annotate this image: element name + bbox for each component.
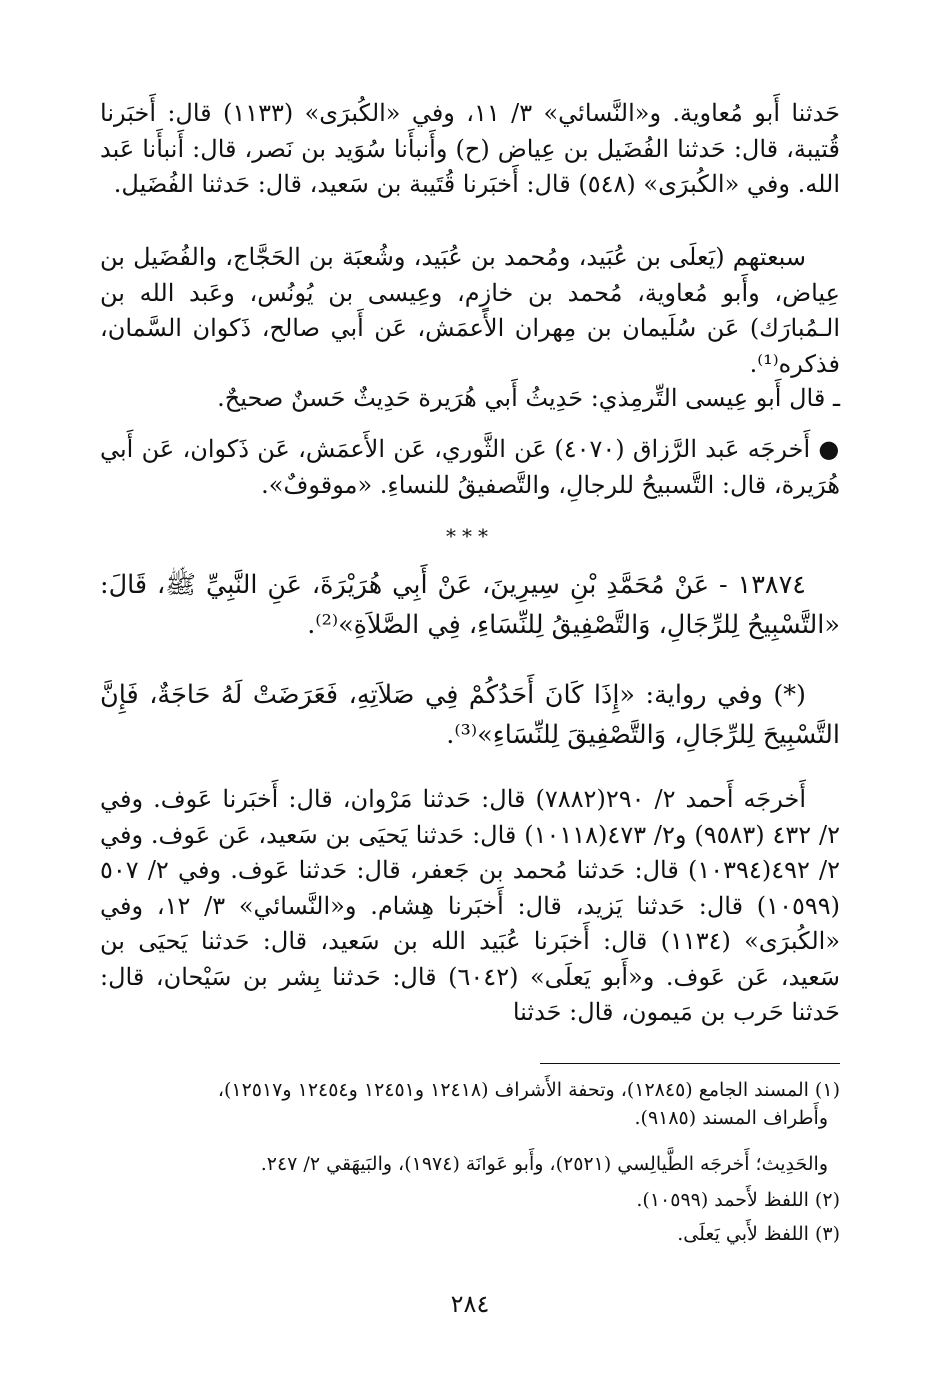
footnote-1-line-3: والحَدِيث؛ أَخرجَه الطَّيالِسي (٢٥٢١)، وأَبو عَوانَة (١٩٧٤)، والبَيهَقي ٢/ ٢٤٧. <box>260 1153 828 1175</box>
paragraph-narrators: سبعتهم (يَعلَى بن عُبَيد، ومُحمد بن عُبَيد، وشُعبَة بن الحَجَّاج، والفُضَيل بن عِياض، وأَبو مُعاوية، مُحمد بن خازِم، وعِيسى بن يُونُس، وعَبد الله بن الـمُبارَك) عَن سُلَيمان بن مِهران الأَعمَش، عَن أَبي صالح، ذَكوان السَّمان، فذكره⁽¹⁾. <box>100 243 840 378</box>
footnote-3: (٣) اللفظ لأَبي يَعلَى. <box>677 1223 840 1245</box>
hadith-alternate-narration: (*) وفي رواية: «إِذَا كَانَ أَحَدُكُمْ فِي صَلاَتِهِ، فَعَرَضَتْ لَهُ حَاجَةٌ، فَإِنَّ التَّسْبِيحَ لِلرِّجَالِ، وَالتَّصْفِيقَ لِلنِّسَاءِ»⁽³⁾. <box>100 680 840 750</box>
section-separator-stars: *** <box>446 524 494 548</box>
paragraph-tirmidhi-verdict: ـ قال أَبو عِيسى التِّرمِذي: حَدِيثُ أَبي هُرَيرة حَدِيثٌ حَسنٌ صحيحٌ. <box>217 384 840 412</box>
footnote-1-line-1: (١) المسند الجامع (١٢٨٤٥)، وتحفة الأَشراف (١٢٤١٨ و١٢٤٥١ و١٢٤٥٤ و١٢٥١٧)، <box>217 1079 840 1101</box>
footnote-1-line-2: وأَطراف المسند (٩١٨٥). <box>634 1107 828 1129</box>
paragraph-abdurrazzaq: ● أَخرجَه عَبد الرَّزاق (٤٠٧٠) عَن الثَّوري، عَن الأَعمَش، عَن ذَكوان، عَن أَبي هُرَيرة، قال: التَّسبيحُ للرجالِ، والتَّصفيقُ للنساءِ. «موقوفٌ». <box>100 435 840 499</box>
page-number: ٢٨٤ <box>450 1290 490 1318</box>
hadith-13874-text: ١٣٨٧٤ - عَنْ مُحَمَّدِ بْنِ سِيرِينَ، عَنْ أَبِي هُرَيْرَةَ، عَنِ النَّبِيِّ ﷺ، قَالَ: «التَّسْبِيحُ لِلرِّجَالِ، وَالتَّصْفِيقُ لِلنِّسَاءِ، فِي الصَّلاَةِ»⁽²⁾. <box>100 570 840 640</box>
paragraph-sources-continued: حَدثنا أَبو مُعاوية. و«النَّسائي» ٣/ ١١، وفي «الكُبرَى» (١١٣٣) قال: أَخبَرنا قُتيبة، قال: حَدثنا الفُضَيل بن عِياض (ح) وأَنبأَنا سُوَيد بن نَصر، قال: أَنبأَنا عَبد الله. وفي «الكُبرَى» (٥٤٨) قال: أَخبَرنا قُتَيبة بن سَعيد، قال: حَدثنا الفُضَيل. <box>100 99 840 198</box>
footnote-separator-line <box>540 1063 840 1064</box>
paragraph-takhrij: أَخرجَه أَحمد ٢/ ٢٩٠(٧٨٨٢) قال: حَدثنا مَرْوان، قال: أَخبَرنا عَوف. وفي ٢/ ٤٣٢ (٩٥٨٣) و٢/ ٤٧٣(١٠١١٨) قال: حَدثنا يَحيَى بن سَعيد، عَن عَوف. وفي ٢/ ٤٩٢(١٠٣٩٤) قال: حَدثنا مُحمد بن جَعفر، قال: حَدثنا عَوف. وفي ٢/ ٥٠٧ (١٠٥٩٩) قال: حَدثنا يَزيد، قال: أَخبَرنا هِشام. و«النَّسائي» ٣/ ١٢، وفي «الكُبرَى» (١١٣٤) قال: أَخبَرنا عُبَيد الله بن سَعيد، قال: حَدثنا يَحيَى بن سَعيد، عَن عَوف. و«أَبو يَعلَى» (٦٠٤٢) قال: حَدثنا بِشر بن سَيْحان، قال: حَدثنا حَرب بن مَيمون، قال: حَدثنا <box>100 785 841 1026</box>
footnote-2: (٢) اللفظ لأَحمد (١٠٥٩٩). <box>636 1189 840 1211</box>
